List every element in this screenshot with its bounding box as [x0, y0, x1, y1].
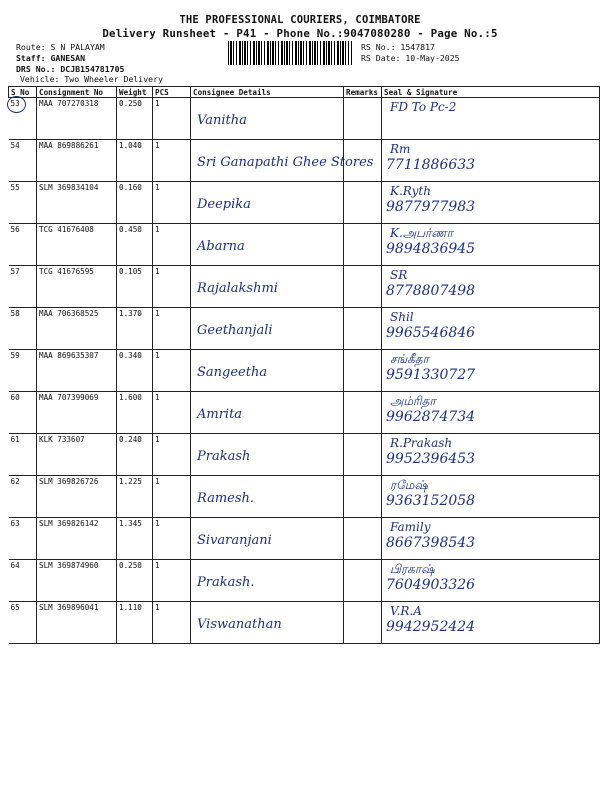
remarks-cell [344, 602, 382, 644]
consignee-name: Sangeetha [197, 365, 268, 380]
signature: V.R.A [390, 604, 422, 618]
runsheet-title: Delivery Runsheet - P41 - Phone No.:9047080280 - Page No.:5 [102, 27, 498, 40]
consignment-cell [37, 392, 117, 434]
col-pcs: PCS [153, 87, 191, 98]
sno: 60 [10, 393, 20, 402]
col-remarks: Remarks [344, 87, 382, 98]
weight-cell [117, 140, 153, 182]
sno: 54 [10, 141, 20, 150]
signature-cell [382, 224, 600, 266]
consignment-no: MAA 869635307 [39, 351, 99, 360]
circled-mark [7, 96, 26, 113]
signature-cell [382, 476, 600, 518]
consignee-cell [191, 602, 344, 644]
col-weight: Weight [117, 87, 153, 98]
signature-cell [382, 602, 600, 644]
weight: 1.600 [119, 393, 142, 402]
signature: Shil [390, 310, 414, 324]
route-label: Route: S N PALAYAM [16, 42, 105, 52]
weight-cell [117, 434, 153, 476]
consignment-cell [37, 602, 117, 644]
consignee-cell [191, 182, 344, 224]
signature-cell [382, 350, 600, 392]
remarks-cell [344, 518, 382, 560]
remarks-cell [344, 140, 382, 182]
pcs: 1 [155, 267, 160, 276]
phone-number: 9363152058 [386, 493, 476, 509]
vehicle-label: Vehicle: Two Wheeler Delivery [20, 74, 163, 84]
signature-cell [382, 392, 600, 434]
signature: K.அபர்ணா [390, 226, 453, 240]
weight: 1.225 [119, 477, 142, 486]
pcs: 1 [155, 99, 160, 108]
consignment-no: KLK 733607 [39, 435, 85, 444]
sno-cell [9, 182, 37, 224]
weight: 0.240 [119, 435, 142, 444]
consignment-cell [37, 224, 117, 266]
sno-cell [9, 560, 37, 602]
sno-cell [9, 392, 37, 434]
consignee-name: Sivaranjani [197, 533, 272, 548]
pcs: 1 [155, 477, 160, 486]
pcs-cell [153, 140, 191, 182]
consignment-cell [37, 308, 117, 350]
weight-cell [117, 350, 153, 392]
signature: SR [390, 268, 408, 282]
consignee-name: Abarna [197, 239, 245, 254]
sno-cell [9, 308, 37, 350]
sno-cell [9, 518, 37, 560]
sno: 65 [10, 603, 20, 612]
col-signature: Seal & Signature [382, 87, 600, 98]
pcs: 1 [155, 561, 160, 570]
consignment-cell [37, 350, 117, 392]
consignment-no: SLM 369834104 [39, 183, 99, 192]
consignee-name: Vanitha [197, 113, 247, 128]
col-consignee: Consignee Details [191, 87, 344, 98]
remarks-cell [344, 266, 382, 308]
consignee-cell [191, 434, 344, 476]
col-consignment: Consignment No [37, 87, 117, 98]
table-row [9, 560, 600, 602]
rs-number: RS No.: 1547817 [361, 42, 435, 52]
signature-cell [382, 140, 600, 182]
consignment-no: MAA 707270318 [39, 99, 99, 108]
weight: 0.450 [119, 225, 142, 234]
phone-number: 9591330727 [386, 367, 476, 383]
phone-number: 9965546846 [386, 325, 476, 341]
signature-cell [382, 518, 600, 560]
remarks-cell [344, 308, 382, 350]
consignee-cell [191, 98, 344, 140]
pcs: 1 [155, 309, 160, 318]
consignee-cell [191, 266, 344, 308]
consignee-name: Ramesh. [197, 491, 255, 506]
sno-cell [9, 476, 37, 518]
consignment-no: SLM 369874960 [39, 561, 99, 570]
consignee-name: Prakash [197, 449, 251, 464]
sno: 55 [10, 183, 20, 192]
table-row [9, 476, 600, 518]
sno-cell [9, 140, 37, 182]
table-row [9, 98, 600, 140]
signature: அம்ரிதா [390, 394, 436, 408]
remarks-cell [344, 182, 382, 224]
sno-cell [9, 434, 37, 476]
weight-cell [117, 224, 153, 266]
weight-cell [117, 560, 153, 602]
table-row [9, 350, 600, 392]
sno-cell [9, 224, 37, 266]
signature-cell [382, 182, 600, 224]
phone-number: 9877977983 [386, 199, 476, 215]
consignment-cell [37, 182, 117, 224]
phone-number: 8778807498 [386, 283, 476, 299]
weight-cell [117, 266, 153, 308]
pcs-cell [153, 518, 191, 560]
consignment-cell [37, 140, 117, 182]
weight-cell [117, 308, 153, 350]
weight: 0.250 [119, 99, 142, 108]
weight: 0.340 [119, 351, 142, 360]
table-header [9, 87, 600, 98]
remarks-cell [344, 476, 382, 518]
consignee-name: Prakash. [197, 575, 255, 590]
sno-cell [9, 350, 37, 392]
signature: பிரகாஷ் [390, 562, 435, 576]
pcs-cell [153, 182, 191, 224]
weight-cell [117, 476, 153, 518]
pcs-cell [153, 560, 191, 602]
sno-cell [9, 266, 37, 308]
consignee-name: Viswanathan [197, 617, 282, 632]
consignment-no: MAA 706368525 [39, 309, 99, 318]
consignment-no: SLM 369896041 [39, 603, 99, 612]
sno: 57 [10, 267, 20, 276]
consignee-name: Rajalakshmi [197, 281, 278, 296]
consignee-name: Sri Ganapathi Ghee Stores [197, 155, 374, 170]
staff-label: Staff: GANESAN [16, 53, 86, 63]
consignment-no: TCG 41676408 [39, 225, 94, 234]
pcs-cell [153, 350, 191, 392]
signature-cell [382, 266, 600, 308]
consignee-cell [191, 476, 344, 518]
consignee-cell [191, 518, 344, 560]
weight: 1.040 [119, 141, 142, 150]
sno: 63 [10, 519, 20, 528]
table-row [9, 434, 600, 476]
consignee-name: Deepika [197, 197, 251, 212]
sno: 53 [10, 99, 20, 108]
weight: 1.370 [119, 309, 142, 318]
sno: 59 [10, 351, 20, 360]
sno: 61 [10, 435, 20, 444]
signature: K.Ryth [390, 184, 431, 198]
pcs-cell [153, 602, 191, 644]
sno: 62 [10, 477, 20, 486]
pcs-cell [153, 392, 191, 434]
weight: 0.160 [119, 183, 142, 192]
consignee-cell [191, 560, 344, 602]
table-row [9, 392, 600, 434]
signature: Rm [390, 142, 411, 156]
pcs-cell [153, 98, 191, 140]
sno: 56 [10, 225, 20, 234]
remarks-cell [344, 224, 382, 266]
sno: 58 [10, 309, 20, 318]
consignment-cell [37, 476, 117, 518]
rs-date: RS Date: 10-May-2025 [361, 53, 460, 63]
phone-number: 9894836945 [386, 241, 476, 257]
pcs: 1 [155, 183, 160, 192]
phone-number: 8667398543 [386, 535, 476, 551]
weight: 0.105 [119, 267, 142, 276]
remarks-cell [344, 98, 382, 140]
table-row [9, 182, 600, 224]
phone-number: 7604903326 [386, 577, 476, 593]
phone-number: 9942952424 [386, 619, 476, 635]
company-title: THE PROFESSIONAL COURIERS, COIMBATORE [179, 14, 421, 26]
weight-cell [117, 182, 153, 224]
pcs: 1 [155, 351, 160, 360]
pcs-cell [153, 434, 191, 476]
consignment-cell [37, 560, 117, 602]
sno-cell [9, 98, 37, 140]
table-row [9, 266, 600, 308]
weight: 1.345 [119, 519, 142, 528]
pcs-cell [153, 476, 191, 518]
consignment-no: TCG 41676595 [39, 267, 94, 276]
consignment-cell [37, 518, 117, 560]
signature: ரமேஷ் [390, 478, 428, 492]
consignee-name: Amrita [197, 407, 243, 422]
weight-cell [117, 392, 153, 434]
signature: R.Prakash [390, 436, 453, 450]
remarks-cell [344, 350, 382, 392]
table-row [9, 140, 600, 182]
table-row [9, 602, 600, 644]
pcs: 1 [155, 141, 160, 150]
weight: 0.250 [119, 561, 142, 570]
signature: சங்கீதா [390, 352, 429, 366]
table-row [9, 518, 600, 560]
consignee-cell [191, 308, 344, 350]
consignee-cell [191, 224, 344, 266]
consignment-no: SLM 369826726 [39, 477, 99, 486]
drs-label: DRS No.: DCJB154781705 [16, 64, 125, 74]
pcs: 1 [155, 393, 160, 402]
consignment-no: SLM 369826142 [39, 519, 99, 528]
pcs: 1 [155, 519, 160, 528]
pcs: 1 [155, 225, 160, 234]
consignee-cell [191, 140, 374, 182]
phone-number: 7711886633 [386, 157, 476, 173]
signature: FD To Pc-2 [390, 100, 457, 114]
consignment-no: MAA 707399069 [39, 393, 99, 402]
pcs: 1 [155, 603, 160, 612]
remarks-cell [344, 392, 382, 434]
phone-number: 9962874734 [386, 409, 476, 425]
signature-cell [382, 308, 600, 350]
signature-cell [382, 98, 600, 140]
weight: 1.110 [119, 603, 142, 612]
pcs-cell [153, 266, 191, 308]
signature-cell [382, 434, 600, 476]
pcs-cell [153, 224, 191, 266]
consignment-cell [37, 98, 117, 140]
weight-cell [117, 98, 153, 140]
col-sno: S No [9, 87, 37, 98]
sno: 64 [10, 561, 20, 570]
weight-cell [117, 518, 153, 560]
consignment-cell [37, 266, 117, 308]
barcode [228, 41, 352, 65]
table-row [9, 224, 600, 266]
consignee-cell [191, 350, 344, 392]
pcs-cell [153, 308, 191, 350]
table-row [9, 308, 600, 350]
runsheet-table [8, 86, 600, 644]
pcs: 1 [155, 435, 160, 444]
consignment-no: MAA 869886261 [39, 141, 99, 150]
signature: Family [390, 520, 431, 534]
consignee-cell [191, 392, 344, 434]
consignee-name: Geethanjali [197, 323, 273, 338]
remarks-cell [344, 560, 382, 602]
weight-cell [117, 602, 153, 644]
signature-cell [382, 560, 600, 602]
consignment-cell [37, 434, 117, 476]
phone-number: 9952396453 [386, 451, 476, 467]
remarks-cell [344, 434, 382, 476]
sno-cell [9, 602, 37, 644]
